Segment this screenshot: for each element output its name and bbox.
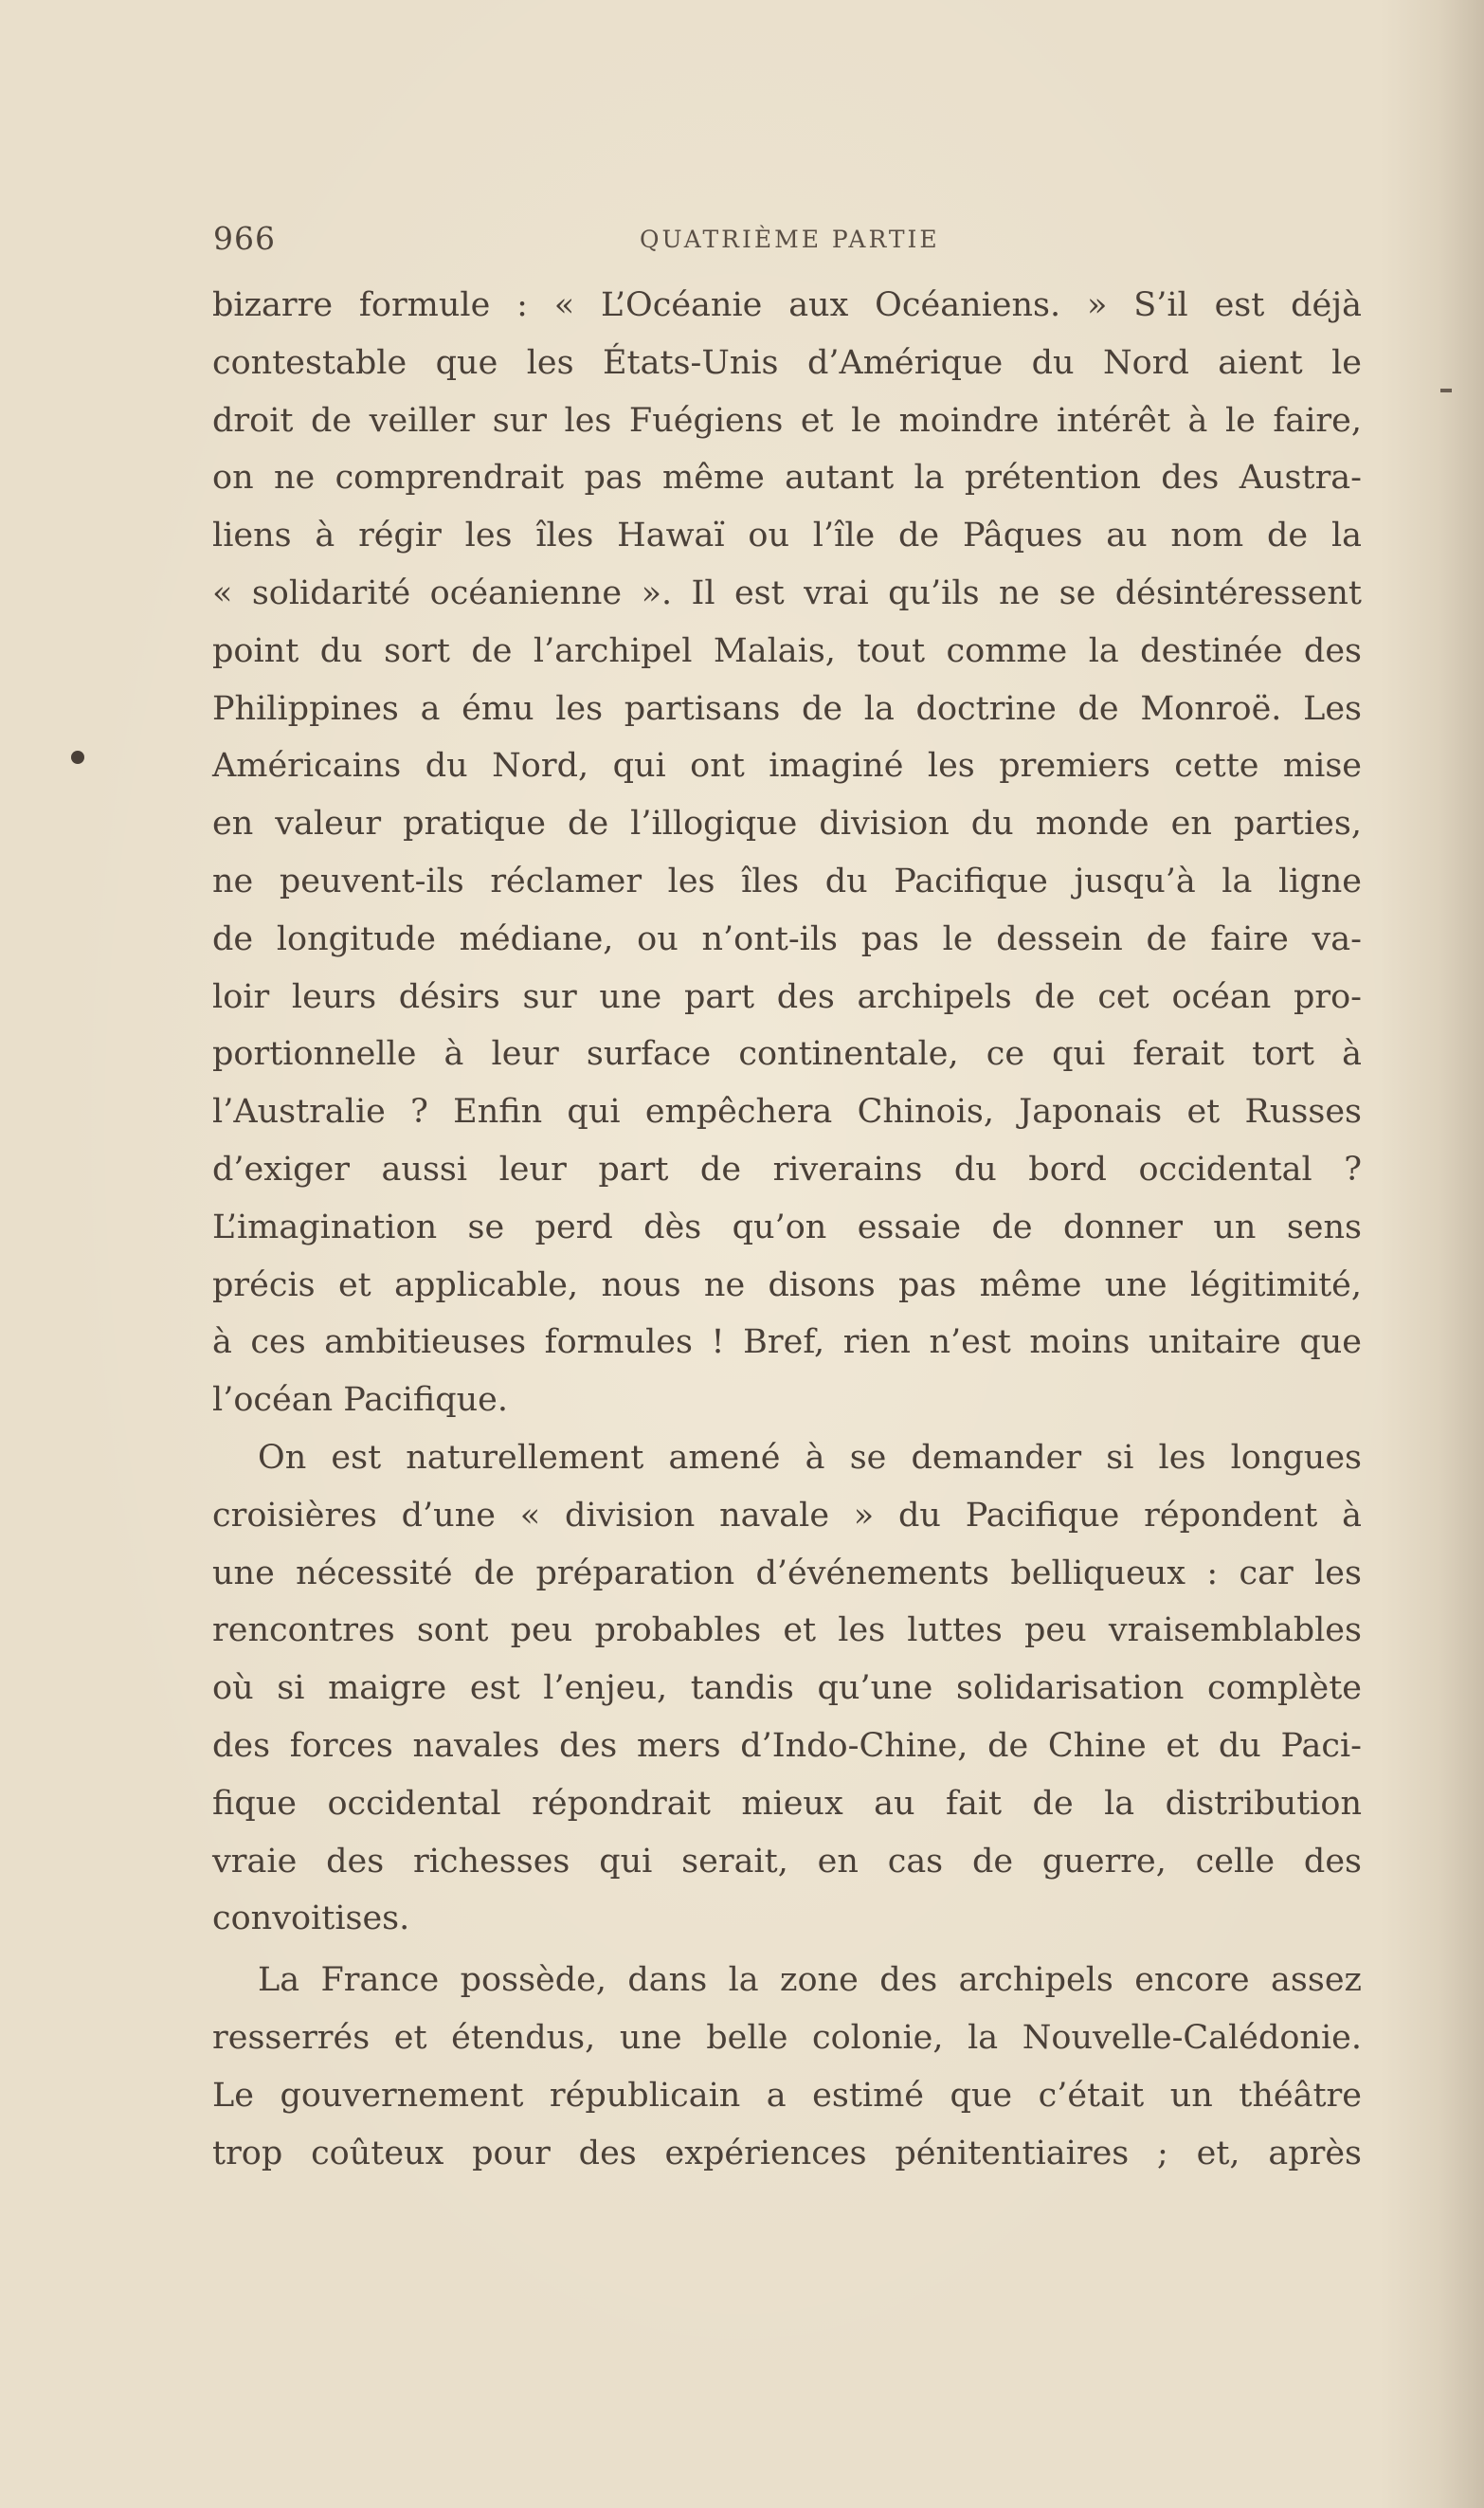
paragraph-1 bbox=[212, 277, 1362, 1429]
text-line: Le gouvernement républicain a estimé que c’était un théâtre bbox=[212, 2076, 1362, 2115]
text-line: fique occidental répondrait mieux au fait de la distribution bbox=[212, 1784, 1362, 1823]
text-line: des forces navales des mers d’Indo-Chine, de Chine et du Paci- bbox=[212, 1726, 1362, 1765]
text-line: Philippines a ému les partisans de la doctrine de Monroë. Les bbox=[212, 689, 1362, 728]
margin-tick-mark bbox=[1440, 389, 1452, 392]
text-line: de longitude médiane, ou n’ont-ils pas le dessein de faire va- bbox=[212, 919, 1362, 958]
body-text bbox=[212, 277, 1362, 2182]
text-line: ne peuvent-ils réclamer les îles du Pacifique jusqu’à la ligne bbox=[212, 862, 1362, 900]
text-line: précis et applicable, nous ne disons pas même une légitimité, bbox=[212, 1265, 1362, 1304]
text-line: point du sort de l’archipel Malais, tout comme la destinée des bbox=[212, 631, 1362, 670]
text-line: rencontres sont peu probables et les luttes peu vraisemblables bbox=[212, 1611, 1362, 1650]
text-line: droit de veiller sur les Fuégiens et le moindre intérêt à le faire, bbox=[212, 401, 1362, 440]
text-line: vraie des richesses qui serait, en cas de guerre, celle des bbox=[212, 1842, 1362, 1881]
text-line: où si maigre est l’enjeu, tandis qu’une solidarisation complète bbox=[212, 1669, 1362, 1708]
text-line: loir leurs désirs sur une part des archipels de cet océan pro- bbox=[212, 977, 1362, 1016]
text-line: Américains du Nord, qui ont imaginé les premiers cette mise bbox=[212, 747, 1362, 786]
text-line: une nécessité de préparation d’événements belliqueux : car les bbox=[212, 1554, 1362, 1592]
text-line: l’océan Pacifique. bbox=[212, 1381, 509, 1420]
section-title: QUATRIÈME PARTIE bbox=[640, 226, 940, 253]
text-line: contestable que les États-Unis d’Amérique du Nord aient le bbox=[212, 343, 1362, 382]
page-number: 966 bbox=[213, 220, 276, 257]
text-line: La France possède, dans la zone des archipels encore assez bbox=[258, 1961, 1362, 2000]
text-line: portionnelle à leur surface continentale, ce qui ferait tort à bbox=[212, 1035, 1362, 1074]
text-line: liens à régir les îles Hawaï ou l’île de Pâques au nom de la bbox=[212, 517, 1362, 555]
text-line: bizarre formule : « L’Océanie aux Océaniens. » S’il est déjà bbox=[212, 286, 1362, 324]
text-line: On est naturellement amené à se demander si les longues bbox=[258, 1438, 1362, 1477]
margin-dot-mark bbox=[71, 751, 84, 764]
paragraph-2 bbox=[212, 1429, 1362, 1948]
text-line: L’imagination se perd dès qu’on essaie de donner un sens bbox=[212, 1208, 1362, 1246]
text-line: on ne comprendrait pas même autant la prétention des Austra- bbox=[212, 459, 1362, 498]
text-line: « solidarité océanienne ». Il est vrai qu’ils ne se désintéressent bbox=[212, 573, 1362, 612]
paragraph-3 bbox=[212, 1952, 1362, 2182]
text-line: croisières d’une « division navale » du Pacifique répondent à bbox=[212, 1496, 1362, 1535]
text-line: à ces ambitieuses formules ! Bref, rien n’est moins unitaire que bbox=[212, 1323, 1362, 1362]
text-line: d’exiger aussi leur part de riverains du bord occidental ? bbox=[212, 1150, 1362, 1189]
text-line: convoitises. bbox=[212, 1899, 410, 1938]
text-line: trop coûteux pour des expériences pénitentiaires ; et, après bbox=[212, 2134, 1362, 2172]
text-line: l’Australie ? Enfin qui empêchera Chinois, Japonais et Russes bbox=[212, 1093, 1362, 1132]
running-head bbox=[213, 220, 1379, 267]
text-line: en valeur pratique de l’illogique division du monde en parties, bbox=[212, 805, 1362, 844]
text-line: resserrés et étendus, une belle colonie, la Nouvelle-Calédonie. bbox=[212, 2018, 1362, 2057]
